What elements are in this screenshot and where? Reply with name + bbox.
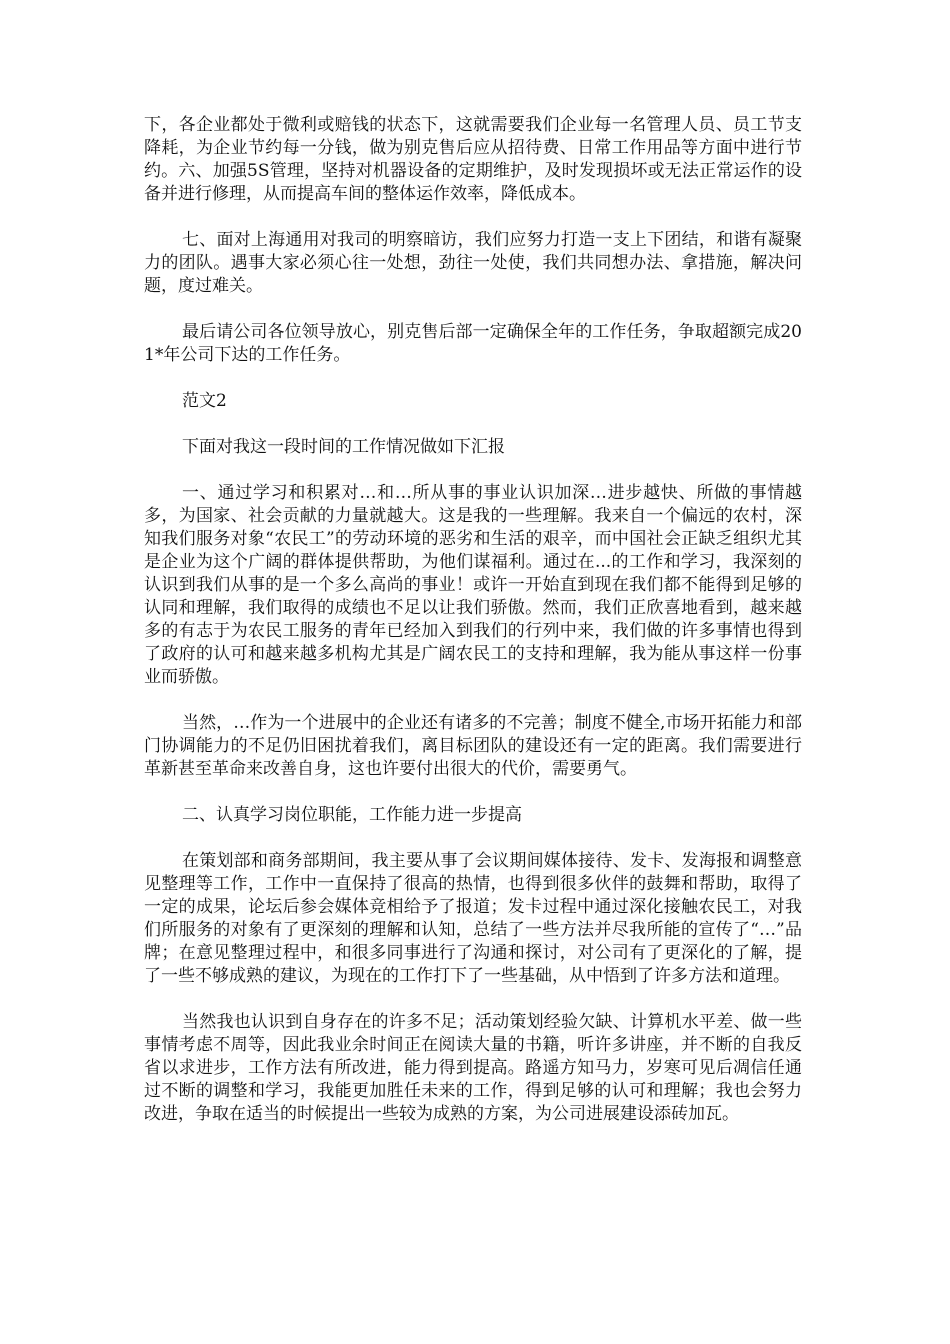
paragraph-learning: 一、通过学习和积累对…和…所从事的事业认识加深…进步越快、所做的事情越多，为国家、社会贡献的力量就越大。这是我的一些理解。我来自一个偏远的农村，深知我们服务对象“农民工”的劳动环境的恶劣和生活的艰辛，而中国社会正缺乏组织尤其是企业为这个广阔的群体提供帮助，为他们谋福利。通过在...的工作和学习，我深刻的认识到我们从事的是一个多么高尚的事业！或许一开始直到现在我们都不能得到足够的认同和理解，我们取得的成绩也不足以让我们骄傲。然而，我们正欣喜地看到，越来越多的有志于为农民工服务的青年已经加入到我们的行列中来，我们做的许多事情也得到了政府的认可和越来越多机构尤其是广阔农民工的支持和理解，我为能从事这样一份事业而骄傲。 bbox=[144, 483, 802, 687]
paragraph-self-shortcomings: 当然我也认识到自身存在的许多不足；活动策划经验欠缺、计算机水平差、做一些事情考虑不周等，因此我业余时间正在阅读大量的书籍，听许多讲座，并不断的自我反省以求进步，工作方法有所改进，能力得到提高。路遥方知马力，岁寒可见后凋信任通过不断的调整和学习，我能更加胜任未来的工作，得到足够的认可和理解；我也会努力改进，争取在适当的时候提出一些较为成熟的方案，为公司进展建设添砖加瓦。 bbox=[144, 1012, 802, 1124]
section-heading-job-skills: 二、认真学习岗位职能，工作能力进一步提高 bbox=[182, 805, 522, 825]
document-body bbox=[144, 114, 802, 1149]
paragraph-shortcomings-company: 当然，…作为一个进展中的企业还有诸多的不完善；制度不健全,市场开拓能力和部门协调能力的不足仍旧困扰着我们，离目标团队的建设还有一定的距离。我们需要进行革新甚至革命来改善自身，这也许要付出很大的代价，需要勇气。 bbox=[144, 713, 802, 779]
section-heading-sample-2: 范文2 bbox=[182, 391, 227, 411]
paragraph-planning-dept: 在策划部和商务部期间，我主要从事了会议期间媒体接待、发卡、发海报和调整意见整理等工作，工作中一直保持了很高的热情，也得到很多伙伴的鼓舞和帮助，取得了一定的成果，论坛后参会媒体竞相给予了报道；发卡过程中通过深化接触农民工，对我们所服务的对象有了更深刻的理解和认知，总结了一些方法并尽我所能的宣传了“…”品牌；在意见整理过程中，和很多同事进行了沟通和探讨，对公司有了更深化的了解，提了一些不够成熟的建议，为现在的工作打下了一些基础，从中悟到了许多方法和道理。 bbox=[144, 851, 802, 986]
paragraph-cost-saving: 下，各企业都处于微利或赔钱的状态下，这就需要我们企业每一名管理人员、员工节支降耗，为企业节约每一分钱，做为别克售后应从招待费、日常工作用品等方面中进行节约。六、加强5S管理，坚持对机器设备的定期维护，及时发现损坏或无法正常运作的设备并进行修理，从而提高车间的整体运作效率，降低成本。 bbox=[144, 115, 802, 204]
paragraph-team-building: 七、面对上海通用对我司的明察暗访，我们应努力打造一支上下团结，和谐有凝聚力的团队。遇事大家必须心往一处想，劲往一处使，我们共同想办法、拿措施，解决问题，度过难关。 bbox=[144, 230, 802, 296]
paragraph-closing: 最后请公司各位领导放心，别克售后部一定确保全年的工作任务，争取超额完成201*年公司下达的工作任务。 bbox=[144, 322, 802, 365]
paragraph-report-intro: 下面对我这一段时间的工作情况做如下汇报 bbox=[182, 437, 505, 457]
